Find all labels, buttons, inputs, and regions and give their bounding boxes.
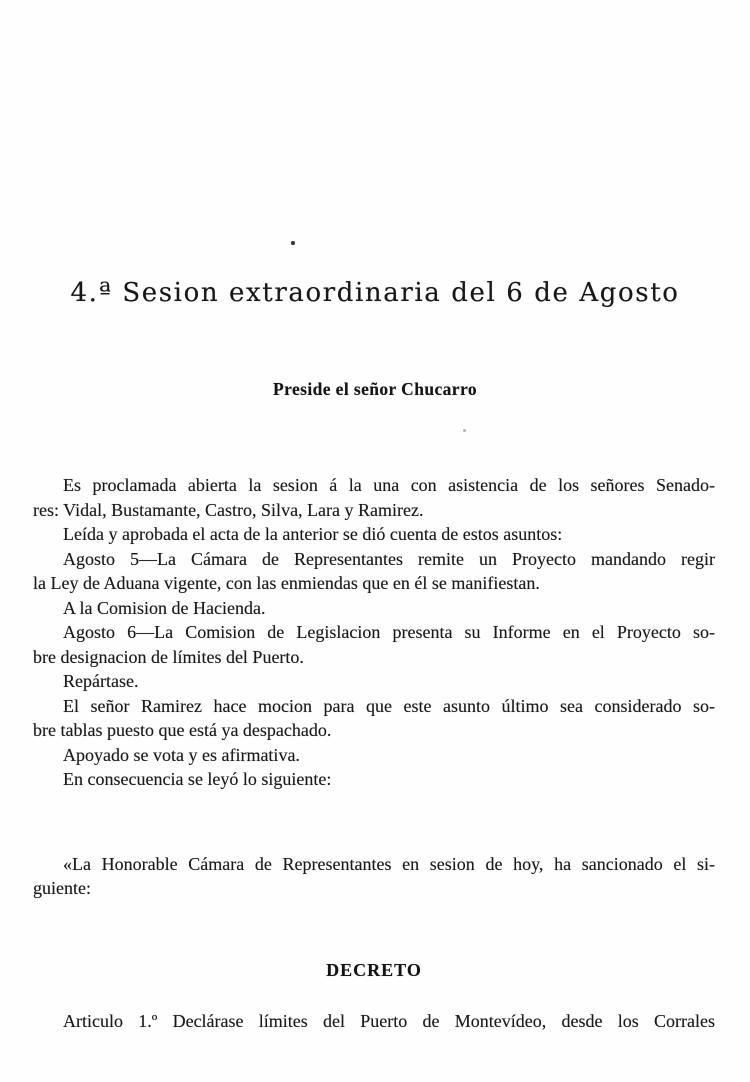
scan-speck (291, 241, 295, 245)
text-line: Articulo 1.º Declárase límites del Puerto de Montevídeo, desde los Corrales (63, 1010, 715, 1031)
text-line: la Ley de Aduana vigente, con las enmiendas que en él se manifiestan. (33, 573, 540, 593)
text-line: El señor Ramirez hace mocion para que este asunto último sea considerado so- (63, 695, 715, 716)
session-minutes (33, 473, 715, 792)
decreto-heading: DECRETO (326, 959, 422, 980)
chamber-message (33, 852, 715, 901)
text-line: Apoyado se vota y es afirmativa. (63, 744, 300, 765)
text-line: bre tablas puesto que está ya despachado. (33, 720, 332, 740)
text-line: res: Vidal, Bustamante, Castro, Silva, Lara y Ramirez. (33, 499, 424, 520)
scan-speck (463, 429, 466, 432)
text-line: A la Comision de Hacienda. (63, 597, 266, 618)
text-line: Repártase. (63, 671, 139, 691)
page-title: 4.ª Sesion extraordinaria del 6 de Agosto (70, 278, 680, 308)
text-line: Leída y aprobada el acta de la anterior se dió cuenta de estos asuntos: (63, 524, 563, 544)
presiding-officer-subtitle: Preside el señor Chucarro (273, 379, 477, 399)
text-line: guiente: (33, 878, 91, 898)
text-line: bre designacion de límites del Puerto. (33, 646, 304, 667)
text-line: Es proclamada abierta la sesion á la una con asistencia de los señores Senado- (63, 475, 715, 495)
document-body (33, 473, 715, 1033)
text-line: Agosto 5—La Cámara de Representantes remite un Proyecto mandando regir (63, 548, 715, 569)
text-line: «La Honorable Cámara de Representantes en sesion de hoy, ha sancionado el si- (63, 853, 715, 874)
decree-article (33, 1009, 715, 1034)
text-line: En consecuencia se leyó lo siguiente: (63, 769, 332, 789)
text-line: Agosto 6—La Comision de Legislacion presenta su Informe en el Proyecto so- (63, 622, 715, 642)
